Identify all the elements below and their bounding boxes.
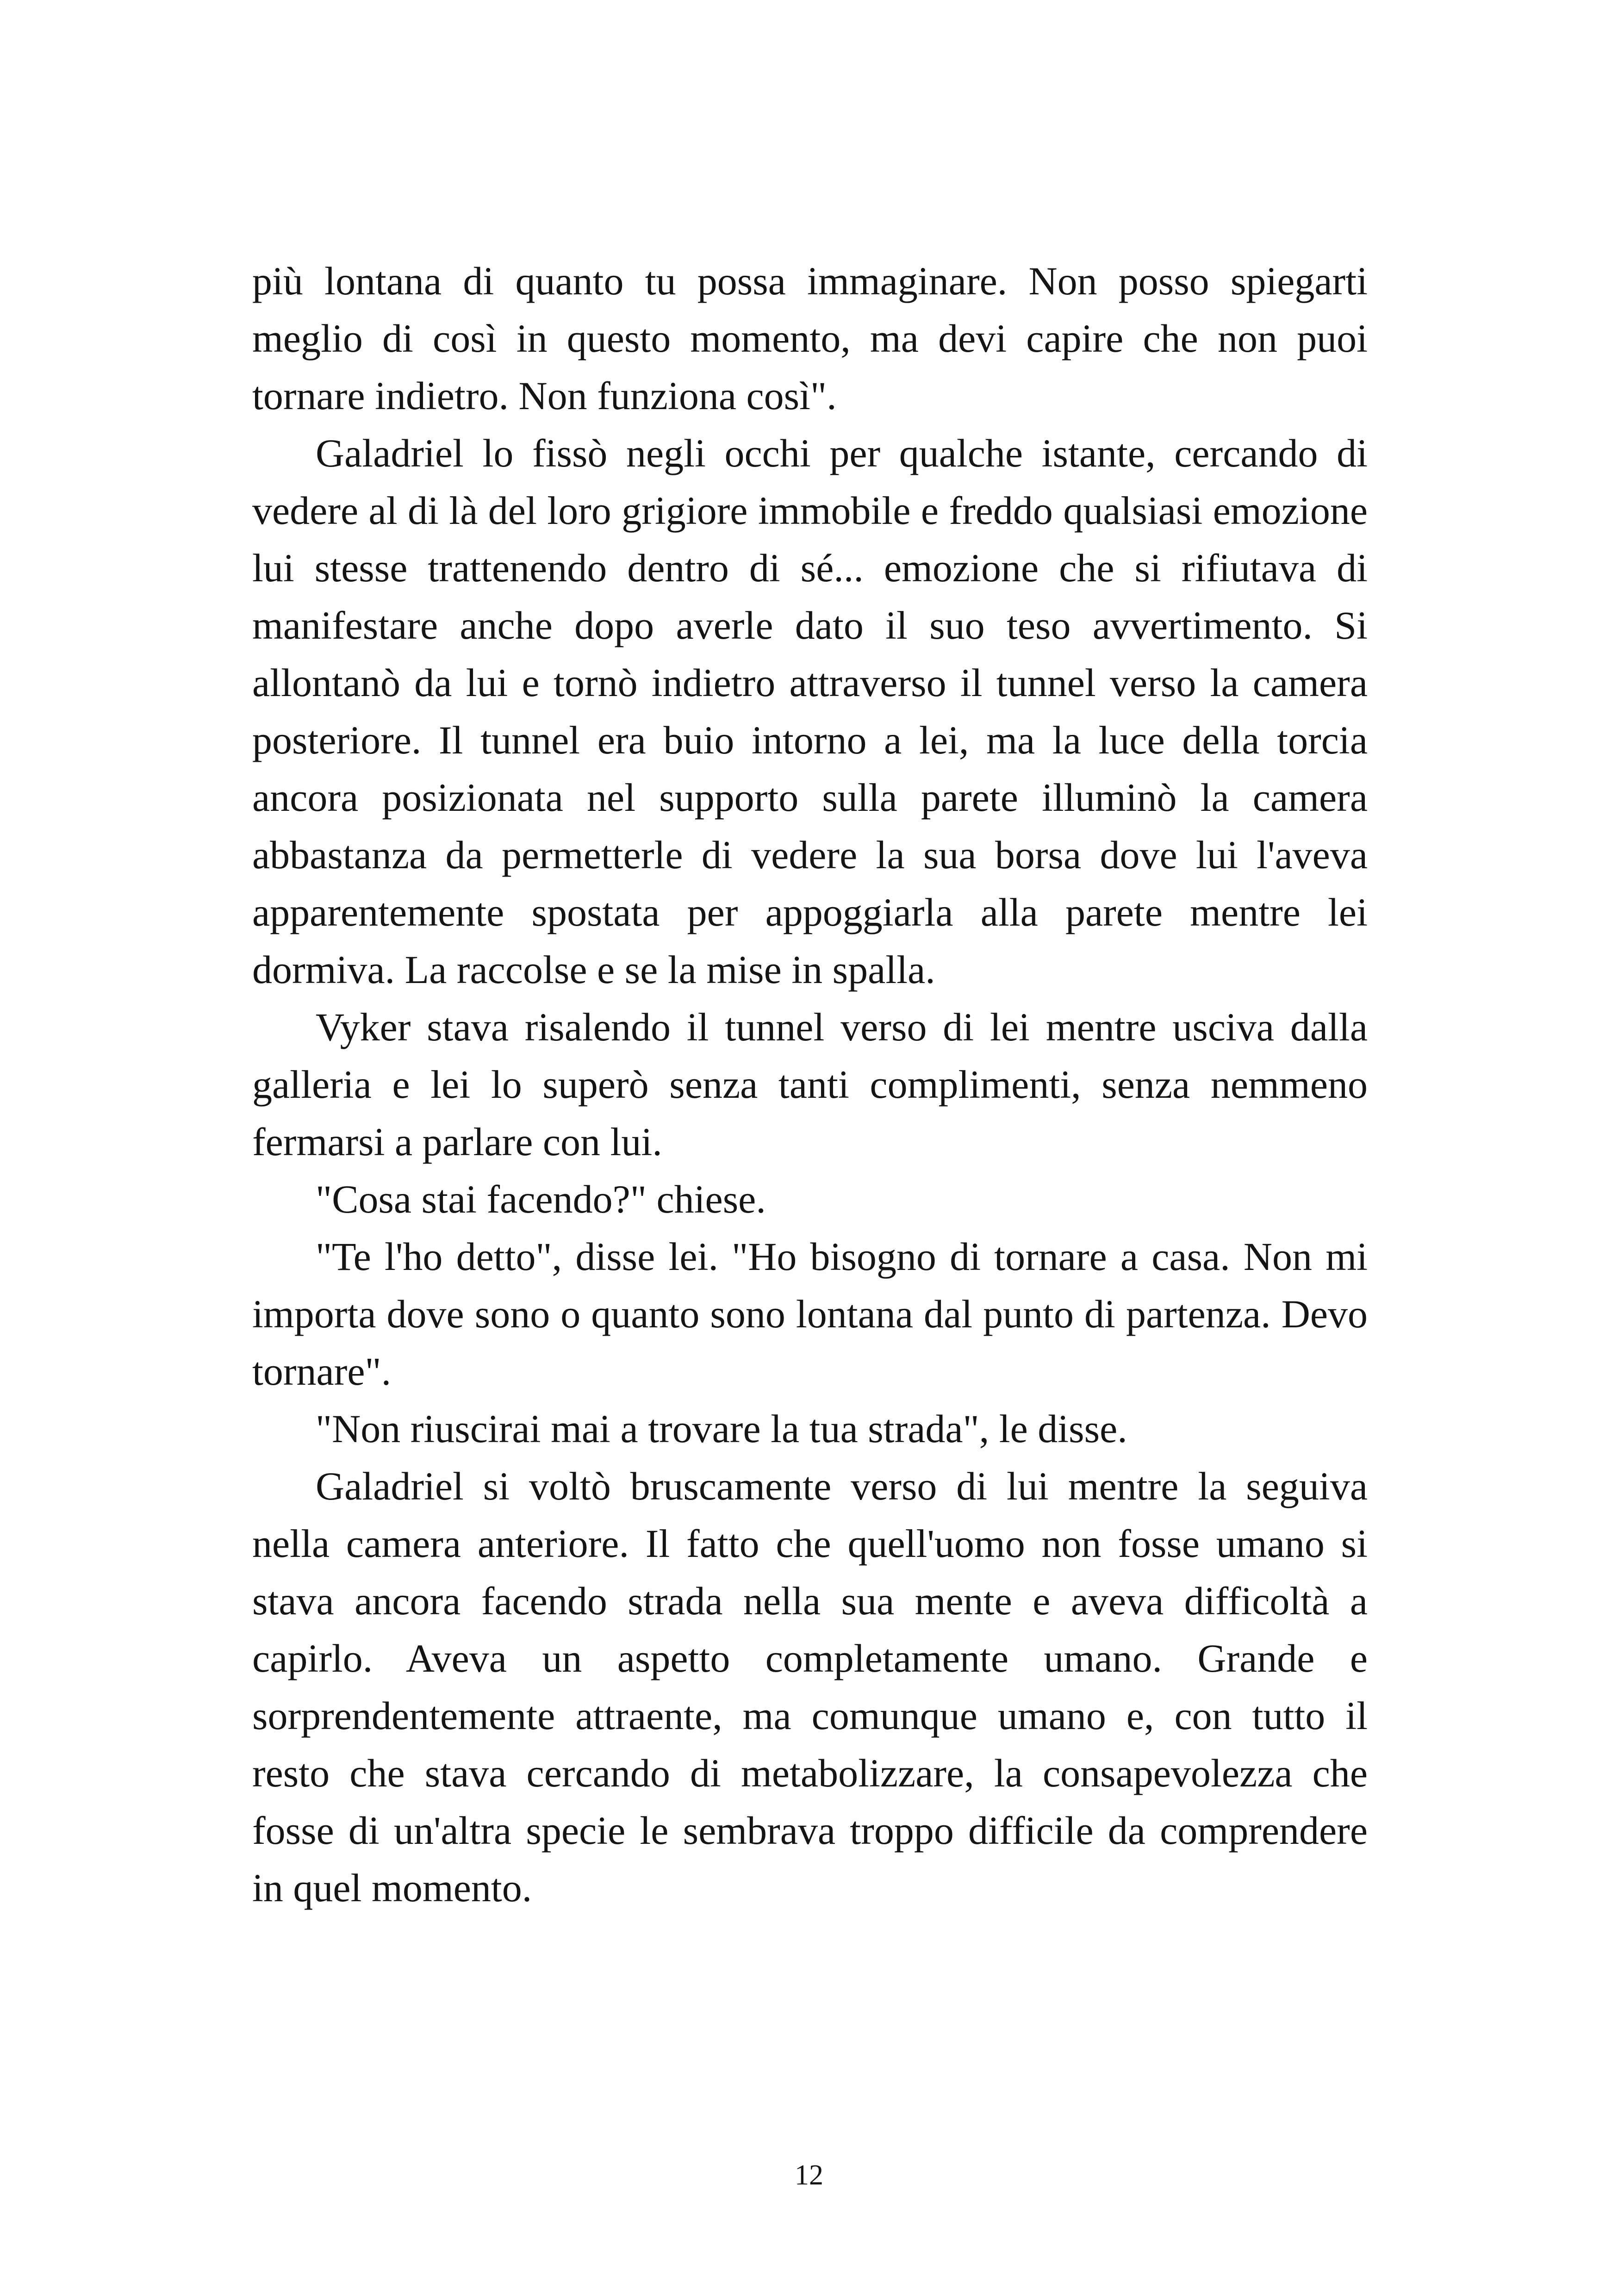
page-number: 12 — [795, 2159, 823, 2191]
paragraph-1: più lontana di quanto tu possa immaginare. Non posso spiegarti meglio di così in questo momento, ma devi capire che non puoi tornare indietro. Non funziona così". — [252, 259, 1368, 418]
paragraph-5: "Te l'ho detto", disse lei. "Ho bisogno di tornare a casa. Non mi importa dove sono o quanto sono lontana dal punto di partenza. Devo tornare". — [252, 1234, 1368, 1394]
body-text — [252, 252, 1368, 1916]
paragraph-3: Vyker stava risalendo il tunnel verso di lei mentre usciva dalla galleria e lei lo superò senza tanti complimenti, senza nemmeno fermarsi a parlare con lui. — [252, 1005, 1368, 1164]
paragraph-4: "Cosa stai facendo?" chiese. — [316, 1177, 766, 1221]
paragraph-6: "Non riuscirai mai a trovare la tua strada", le disse. — [316, 1406, 1127, 1451]
paragraph-2: Galadriel lo fissò negli occhi per qualche istante, cercando di vedere al di là del loro grigiore immobile e freddo qualsiasi emozione lui stesse trattenendo dentro di sé... emozione che si rifiutava di manifestare anche dopo averle dato il suo teso avvertimento. Si allontanò da lui e tornò indietro attraverso il tunnel verso la camera posteriore. Il tunnel era buio intorno a lei, ma la luce della torcia ancora posizionata nel supporto sulla parete illuminò la camera abbastanza da permetterle di vedere la sua borsa dove lui l'aveva apparentemente spostata per appoggiarla alla parete mentre lei dormiva. La raccolse e se la mise in spalla. — [252, 431, 1368, 992]
paragraph-7: Galadriel si voltò bruscamente verso di lui mentre la seguiva nella camera anteriore. Il fatto che quell'uomo non fosse umano si stava ancora facendo strada nella sua mente e aveva difficoltà a capirlo. Aveva un aspetto completamente umano. Grande e sorprendentemente attraente, ma comunque umano e, con tutto il resto che stava cercando di metabolizzare, la consapevolezza che fosse di un'altra specie le sembrava troppo difficile da comprendere in quel momento. — [252, 1464, 1368, 1910]
